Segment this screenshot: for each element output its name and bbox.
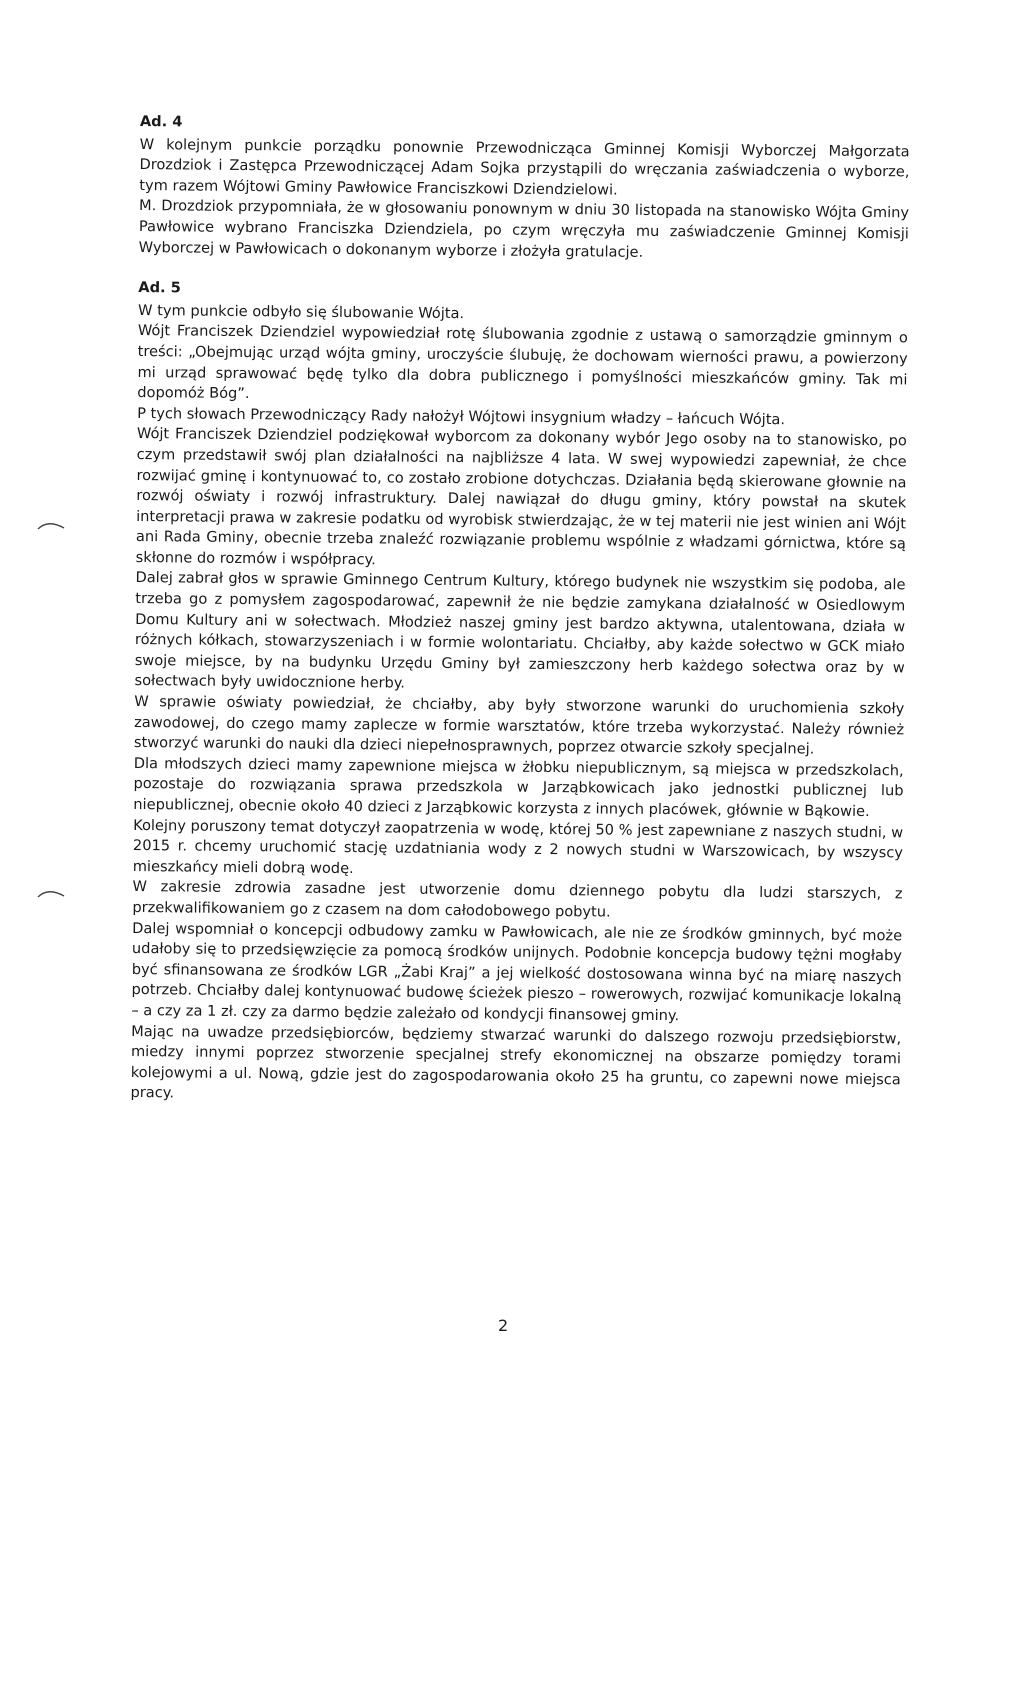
document-body xyxy=(130,112,909,1111)
paragraph: Dalej zabrał głos w sprawie Gminnego Centrum Kultury, którego budynek nie wszystkim się podoba, ale trzeba go z pomysłem zagospodarować, zapewnił że nie będzie zamykana działalność w Osiedlowym Domu Kultury ani w sołectwach. Młodzież naszej gminy jest bardzo aktywna, utalentowana, działa w różnych kółkach, stowarzyszeniach i w formie wolontariatu. Chciałby, aby każde sołectwo w GCK miało swoje miejsce, by na budynku Urzędu Gminy był zamieszczony herb każdego sołectwa oraz by w sołectwach były uwidocznione herby. xyxy=(134,569,906,693)
page-number: 2 xyxy=(498,1316,509,1335)
paragraph: W zakresie zdrowia zasadne jest utworzenie domu dziennego pobytu dla ludzi starszych, z przekwalifikowaniem go z czasem na dom całodobowego pobytu. xyxy=(132,878,903,921)
margin-binding-mark-lower xyxy=(36,886,66,900)
paragraph: W sprawie oświaty powiedział, że chciałby, aby były stworzone warunki do uruchomienia szkoły zawodowej, do czego mamy zaplecze w formie warsztatów, które trzeba wykorzystać. Należy również stworzyć warunki do nauki dla dzieci niepełnosprawnych, poprzez otwarcie szkoły specjalnej. xyxy=(133,693,905,758)
paragraph: P tych słowach Przewodniczący Rady nałożył Wójtowi insygnium władzy – łańcuch Wójta. xyxy=(137,404,786,428)
paragraph: Wójt Franciszek Dziendziel podziękował wyborcom za dokonany wybór Jego osoby na to stanowisko, po czym przedstawił swój plan działalności na najbliższe 4 lata. W swej wypowiedzi zapewniał, że chce rozwijać gminę i kontynuować to, co zostało zrobione dotychczas. Działania będą skierowane głownie na rozwój oświaty i rozwój infrastruktury. Dalej nawiązał do długu gminy, który powstał na skutek interpretacji prawa w zakresie podatku od wyrobisk stwierdzając, że w tej materii nie jest winien ani Wójt ani Rada Gminy, obecnie trzeba znaleźć rozwiązanie problemu wspólnie z władzami górnictwa, które są skłonne do rozmów i współpracy. xyxy=(135,425,907,569)
paragraph: W tym punkcie odbyło się ślubowanie Wójta. xyxy=(138,301,465,322)
paragraph: Mając na uwadze przedsiębiorców, będziemy stwarzać warunki do dalszego rozwoju przedsiębiorstw, miedzy innymi poprzez stworzenie specjalnej strefy ekonomicznej na obszarze pomiędzy torami kolejowymi a ul. Nową, gdzie jest do zagospodarowania około 25 ha gruntu, co zapewni nowe miejsca pracy. xyxy=(130,1022,902,1102)
section-heading-ad4: Ad. 4 xyxy=(139,112,183,131)
paragraph: M. Drozdziok przypomniała, że w głosowaniu ponownym w dniu 30 listopada na stanowisko Wójta Gminy Pawłowice wybrano Franciszka Dziendziela, po czym wręczyła mu zaświadczenie Gminnej Komisji Wyborczej w Pawłowicach o dokonanym wyborze i złożyła gratulacje. xyxy=(138,197,910,261)
margin-binding-mark-upper xyxy=(36,518,66,532)
paragraph: W kolejnym punkcie porządku ponownie Przewodnicząca Gminnej Komisji Wyborczej Małgorzata Drozdziok i Zastępca Przewodniczącej Adam Sojka przystąpili do wręczania zaświadczenia o wyborze, tym razem Wójtowi Gminy Pawłowice Franciszkowi Dziendzielowi. xyxy=(139,135,910,199)
paragraph: Dla młodszych dzieci mamy zapewnione miejsca w żłobku niepublicznym, są miejsca w przedszkolach, pozostaje do rozwiązania sprawa przedszkola w Jarząbkowicach jako jednostki publicznej lub niepublicznej, obecnie około 40 dzieci z Jarząbkowic korzysta z innych placówek, głównie w Bąkowie. xyxy=(133,754,904,821)
paragraph: Wójt Franciszek Dziendziel wypowiedział rotę ślubowania zgodnie z ustawą o samorządzie gminnym o treści: „Obejmując urząd wójta gminy, uroczyście ślubuję, że dochowam wierności prawu, a powierzony mi urząd sprawować będę tylko dla dobra publicznego i pomyślności mieszkańców gminy. Tak mi dopomóż Bóg”. xyxy=(137,322,908,403)
section-heading-ad5: Ad. 5 xyxy=(138,279,181,297)
paragraph: Kolejny poruszony temat dotyczył zaopatrzenia w wodę, której 50 % jest zapewniane z naszych studni, w 2015 r. chcemy uruchomić stację uzdatniania wody z 2 nowych studni w Warszowicach, by wszyscy mieszkańcy mieli dobrą wodę. xyxy=(132,816,904,877)
paragraph: Dalej wspomniał o koncepcji odbudowy zamku w Pawłowicach, ale nie ze środków gminnych, być może udałoby się to przedsięwzięcie za pomocą środków unijnych. Podobnie koncepcja budowy tężni mogłaby być sfinansowana ze środków LGR „Żabi Kraj” a jej wielkość dostosowana winna być na miarę naszych potrzeb. Chciałby dalej kontynuować budowę ścieżek pieszo – rowerowych, rozwijać komunikacje lokalną – a czy za 1 zł. czy za darmo będzie zależało od kondycji finansowej gminy. xyxy=(131,919,903,1025)
